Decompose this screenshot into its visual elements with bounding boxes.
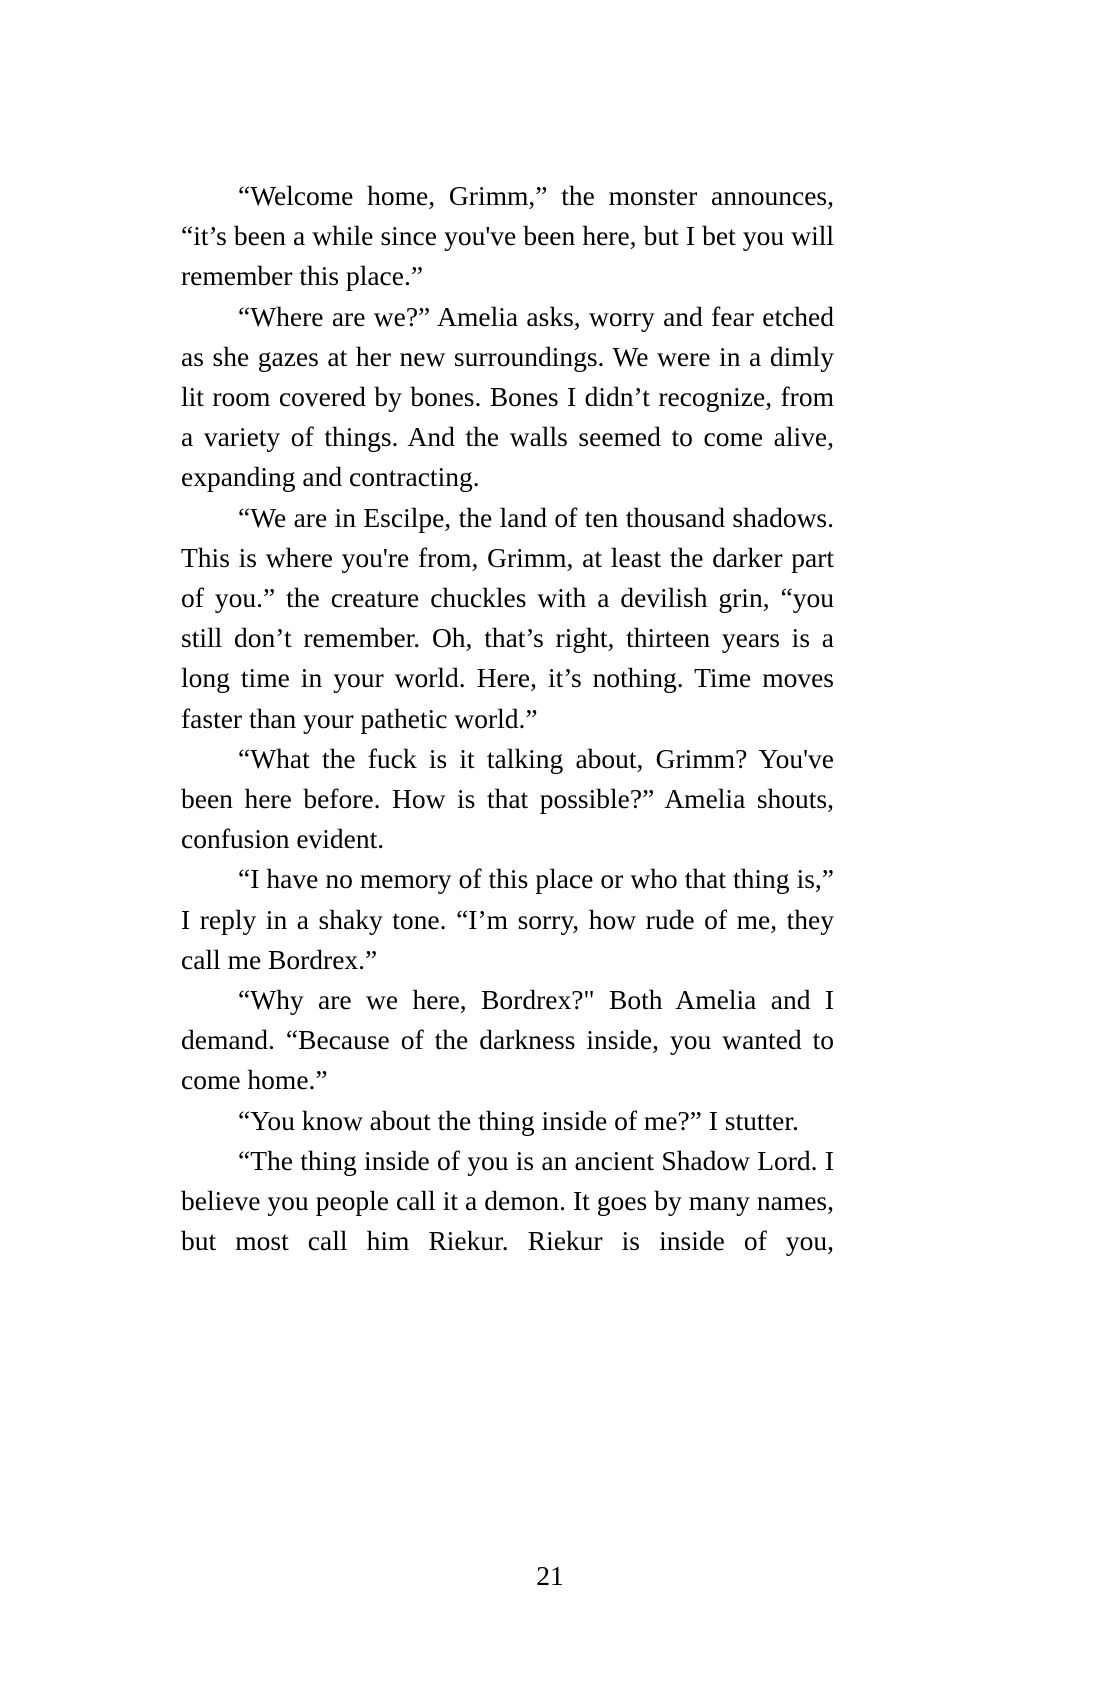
paragraph: “You know about the thing inside of me?” I stutter.: [238, 1104, 799, 1136]
body-text-column: [181, 176, 834, 1261]
paragraph: “Welcome home, Grimm,” the monster announces, “it’s been a while since you've been here, but I bet you will remember this place.”: [181, 180, 834, 292]
paragraph: “We are in Escilpe, the land of ten thousand shadows. This is where you're from, Grimm, at least the darker part of you.” the creature chuckles with a devilish grin, “you still don’t remember. Oh, that’s right, thirteen years is a long time in your world. Here, it’s nothing. Time moves faster than your pathetic world.”: [181, 501, 834, 734]
paragraph: “Why are we here, Bordrex?" Both Amelia and I demand. “Because of the darkness inside, you wanted to come home.”: [181, 984, 834, 1096]
paragraph: “The thing inside of you is an ancient Shadow Lord. I believe you people call it a demon. It goes by many names, but most call him Riekur. Riekur is inside of you,: [181, 1144, 834, 1257]
paragraph: “Where are we?” Amelia asks, worry and fear etched as she gazes at her new surroundings. We were in a dimly lit room covered by bones. Bones I didn’t recognize, from a variety of things. And the walls seemed to come alive, expanding and contracting.: [181, 300, 834, 493]
paragraph: “What the fuck is it talking about, Grimm? You've been here before. How is that possible?” Amelia shouts, confusion evident.: [181, 742, 834, 855]
page-number: 21: [536, 1560, 564, 1591]
paragraph: “I have no memory of this place or who that thing is,” I reply in a shaky tone. “I’m sorry, how rude of me, they call me Bordrex.”: [181, 863, 834, 975]
